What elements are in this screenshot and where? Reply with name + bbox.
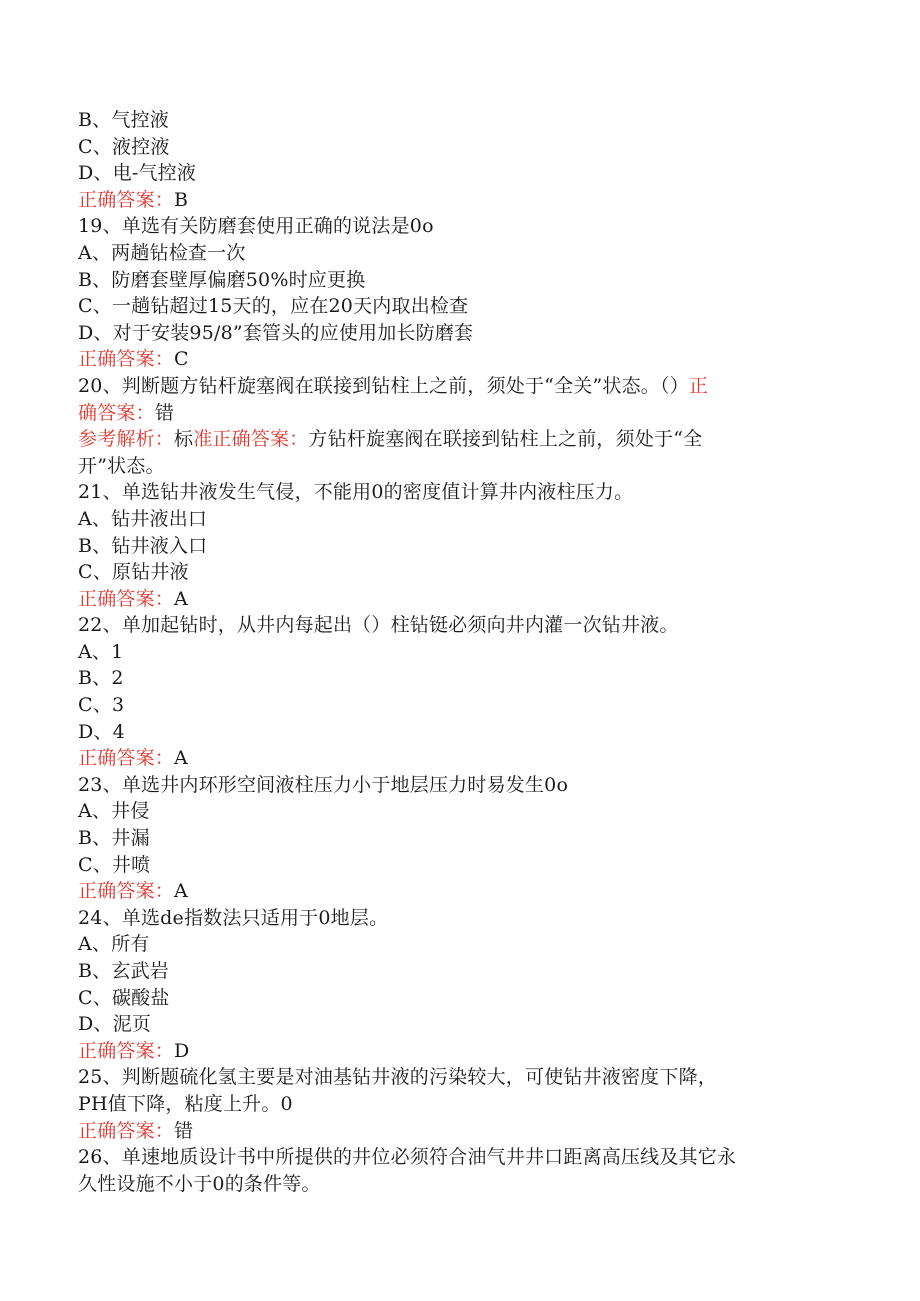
- answer-label: 正确答案：: [78, 747, 175, 770]
- line-text: 26、单速地质设计书中所提供的井位必须符合油气井井口距离高压线及其它永: [78, 1146, 737, 1169]
- line-text: 错: [174, 1119, 194, 1142]
- line-text: 19、单选有关防磨套使用正确的说法是0o: [78, 215, 434, 238]
- line-text: B、防磨套壁厚偏磨50%时应更换: [78, 268, 366, 291]
- text-line: [78, 559, 818, 586]
- line-text: A、两趟钻检查一次: [78, 241, 246, 264]
- text-line: [78, 213, 818, 240]
- text-line: [78, 665, 818, 692]
- text-line: [78, 852, 818, 879]
- text-line: [78, 798, 818, 825]
- answer-label: 正确答案：: [78, 1039, 175, 1062]
- line-text: C、井喷: [78, 853, 151, 876]
- line-text: A、所有: [78, 933, 150, 956]
- text-line: [78, 533, 818, 560]
- text-line: [78, 293, 818, 320]
- text-line: [78, 692, 818, 719]
- text-line: [78, 346, 818, 373]
- text-line: [78, 745, 818, 772]
- line-text: A: [174, 747, 188, 770]
- text-line: [78, 267, 818, 294]
- line-text: D、泥页: [78, 1013, 152, 1036]
- text-line: [78, 1091, 818, 1118]
- line-text: D、电-气控液: [78, 162, 197, 185]
- line-text: 开”状态。: [78, 454, 165, 477]
- text-line: [78, 612, 818, 639]
- line-text: PH值下降，粘度上升。0: [78, 1092, 293, 1115]
- text-line: [78, 426, 818, 453]
- line-text: A、井侵: [78, 800, 150, 823]
- text-line: [78, 958, 818, 985]
- line-text: B: [174, 188, 189, 211]
- text-line: [78, 400, 818, 427]
- answer-label: 正: [688, 374, 709, 397]
- line-text: B、2: [78, 667, 124, 690]
- line-text: B、钻井液入口: [78, 534, 208, 557]
- text-line: [78, 719, 818, 746]
- answer-label: 正确答案：: [78, 348, 175, 371]
- answer-label: 正确答案：: [78, 880, 175, 903]
- line-text: D: [174, 1039, 190, 1062]
- text-line: [78, 1118, 818, 1145]
- text-line: [78, 1144, 818, 1171]
- text-line: [78, 320, 818, 347]
- text-line: [78, 107, 818, 134]
- line-text: A: [174, 587, 188, 610]
- text-line: [78, 1038, 818, 1065]
- line-text: 方钻杆旋塞阀在联接到钻柱上之前，须处于“全: [308, 428, 703, 451]
- text-line: [78, 639, 818, 666]
- line-text: 错: [154, 401, 175, 424]
- line-text: 久性设施不小于0的条件等。: [78, 1172, 321, 1195]
- line-text: D、对于安装95/8”套管头的应使用加长防磨套: [78, 321, 474, 344]
- text-line: [78, 373, 818, 400]
- line-text: C、原钻井液: [78, 561, 189, 584]
- line-text: C、碳酸盐: [78, 986, 170, 1009]
- line-text: C、3: [78, 694, 125, 717]
- text-line: [78, 772, 818, 799]
- text-line: [78, 985, 818, 1012]
- text-line: [78, 506, 818, 533]
- line-text: C、液控液: [78, 135, 170, 158]
- text-line: [78, 1011, 818, 1038]
- line-text: A、1: [78, 640, 124, 663]
- text-line: [78, 586, 818, 613]
- answer-label: 正确答案：: [78, 587, 175, 610]
- line-text: C、一趟钻超过15天的，应在20天内取出检查: [78, 295, 469, 318]
- line-text: D、4: [78, 720, 125, 743]
- line-text: 标: [174, 428, 194, 451]
- text-line: [78, 453, 818, 480]
- answer-label: 参考解析：: [78, 428, 175, 451]
- line-text: 23、单选井内环形空间液柱压力小于地层压力时易发生0o: [78, 773, 569, 796]
- text-line: [78, 878, 818, 905]
- text-line: [78, 905, 818, 932]
- line-text: 25、判断题硫化氢主要是对油基钻井液的污染较大，可使钻井液密度下降，: [78, 1066, 717, 1089]
- text-line: [78, 931, 818, 958]
- line-text: A、钻井液出口: [78, 507, 208, 530]
- line-text: B、井漏: [78, 827, 150, 850]
- text-line: [78, 187, 818, 214]
- text-line: [78, 1171, 818, 1198]
- answer-label: 准正确答案：: [193, 428, 309, 451]
- line-text: 21、单选钻井液发生气侵，不能用0的密度值计算井内液柱压力。: [78, 481, 634, 504]
- line-text: 24、单选de指数法只适用于0地层。: [78, 906, 389, 929]
- text-line: [78, 134, 818, 161]
- text-line: [78, 1064, 818, 1091]
- answer-label: 确答案：: [78, 401, 155, 424]
- text-line: [78, 825, 818, 852]
- question-list: [78, 107, 818, 1197]
- line-text: 22、单加起钻时，从井内每起出（）柱钻铤必须向井内灌一次钻井液。: [78, 614, 679, 637]
- text-line: [78, 479, 818, 506]
- text-line: [78, 240, 818, 267]
- line-text: C: [174, 348, 189, 371]
- line-text: 20、判断题方钻杆旋塞阀在联接到钻柱上之前，须处于“全关”状态。（）: [78, 374, 689, 397]
- answer-label: 正确答案：: [78, 188, 175, 211]
- line-text: B、玄武岩: [78, 960, 169, 982]
- line-text: B、气控液: [78, 109, 169, 131]
- text-line: [78, 160, 818, 187]
- answer-label: 正确答案：: [78, 1119, 175, 1142]
- line-text: A: [174, 880, 188, 903]
